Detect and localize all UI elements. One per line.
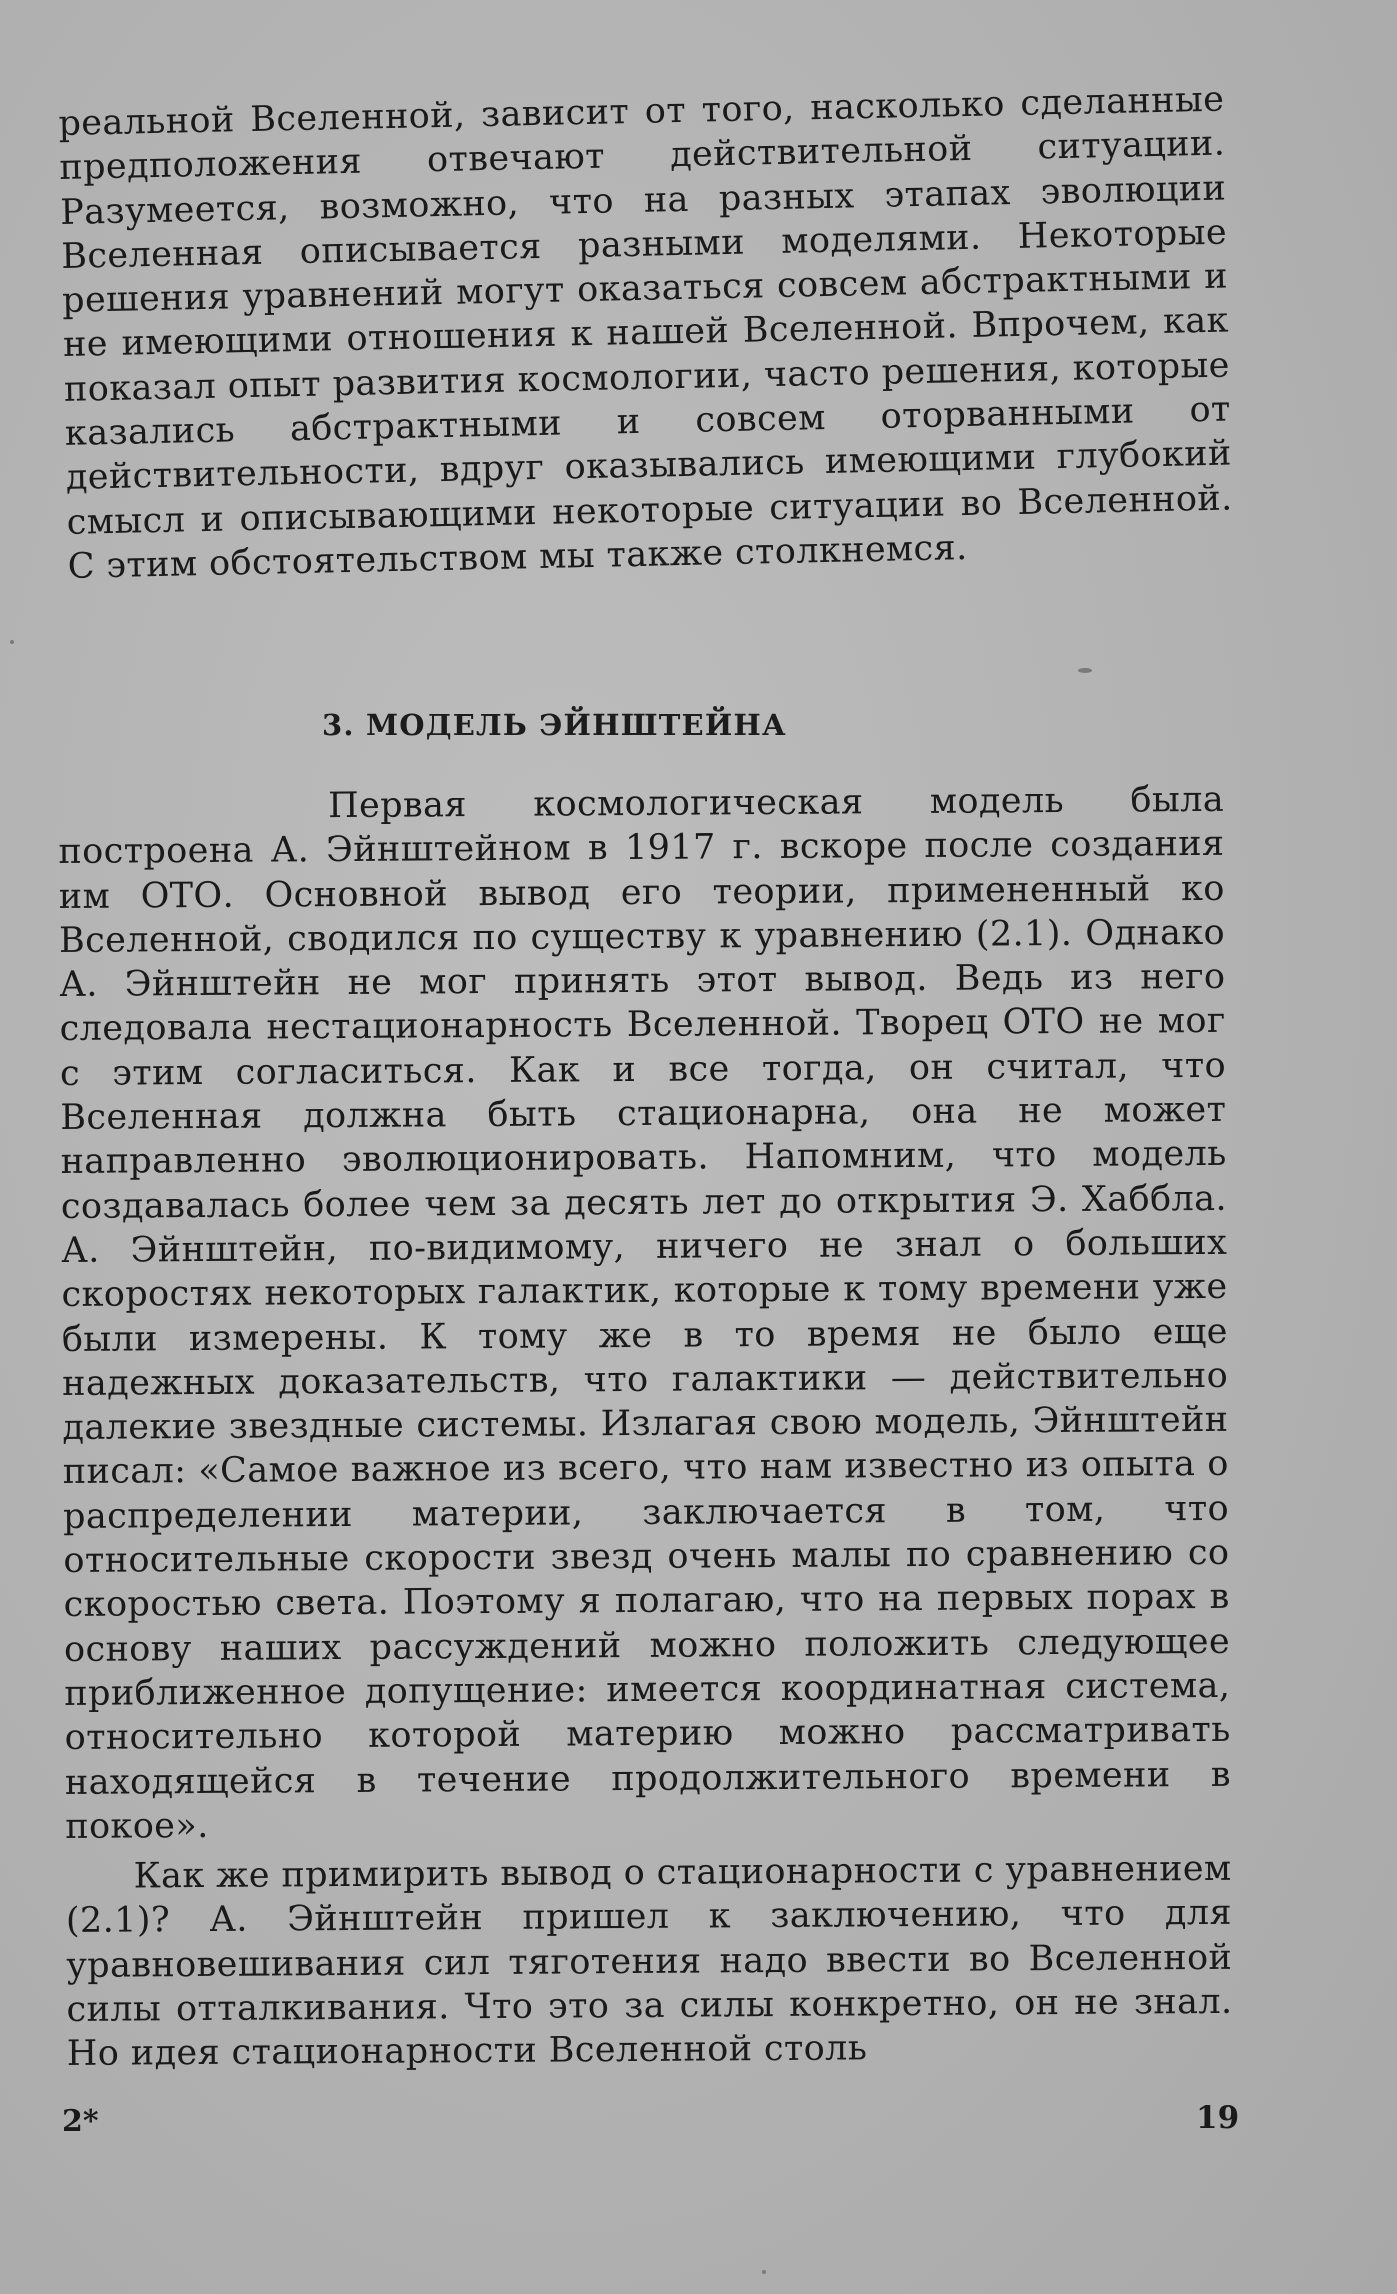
signature-mark: 2* xyxy=(62,2104,99,2139)
intro-text xyxy=(58,78,1234,590)
section-body xyxy=(58,778,1233,2083)
intro-paragraph: реальной Вселенной, зависит от того, насколько сделанные предположения отвечают действительной ситуации. Разумеется, возможно, что на разных этапах эволюции Вселенная описывается разными моделями. Некоторые решения уравнений могут оказаться совсем абстрактными и не имеющими отношения к нашей Вселенной. Впрочем, как показал опыт развития космологии, часто решения, которые казались абстрактными и совсем оторванными от действительности, вдруг оказывались имеющими глубокий смысл и описывающими некоторые ситуации во Вселенной. С этим обстоятельством мы также столкнемся. xyxy=(58,79,1233,587)
paragraph-2: Как же примирить вывод о стационарности с уравнением (2.1)? А. Эйнштейн пришел к заключению, что для уравновешивания сил тяготения надо ввести во Вселенной силы отталкивания. Что это за силы конкретно, он не знал. Но идея стационарности Вселенной столь xyxy=(65,1848,1233,2075)
paper-speck xyxy=(10,640,14,644)
paragraph-1: Первая космологическая модель была построена А. Эйнштейном в 1917 г. вскоре после создания им ОТО. Основной вывод его теории, примененный ко Вселенной, сводился по существу к уравнению (2.1). Однако А. Эйнштейн не мог принять этот вывод. Ведь из него следовала нестационарность Вселенной. Творец ОТО не мог с этим согласиться. Как и все тогда, он считал, что Вселенная должна быть стационарна, она не может направленно эволюционировать. Напомним, что модель создавалась более чем за десять лет до открытия Э. Хаббла. А. Эйнштейн, по-видимому, ничего не знал о больших скоростях некоторых галактик, которые к тому времени уже были измерены. К тому же в то время не было еще надежных доказательств, что галактики — действительно далекие звездные системы. Излагая свою модель, Эйнштейн писал: «Самое важное из всего, что нам известно из опыта о распределении материи, заключается в том, что относительные скорости звезд очень малы по сравнению со скоростью света. Поэтому я полагаю, что на первых порах в основу наших рассуждений можно положить следующее приближенное допущение: имеется координатная система, относительно которой материю можно рассматривать находящейся в течение продолжительного времени в покое». xyxy=(58,779,1232,1847)
paper-speck xyxy=(762,2270,766,2274)
paper-speck xyxy=(1078,668,1092,673)
section-heading: 3. МОДЕЛЬ ЭЙНШТЕЙНА xyxy=(322,708,787,742)
page-number: 19 xyxy=(1196,2100,1240,2136)
